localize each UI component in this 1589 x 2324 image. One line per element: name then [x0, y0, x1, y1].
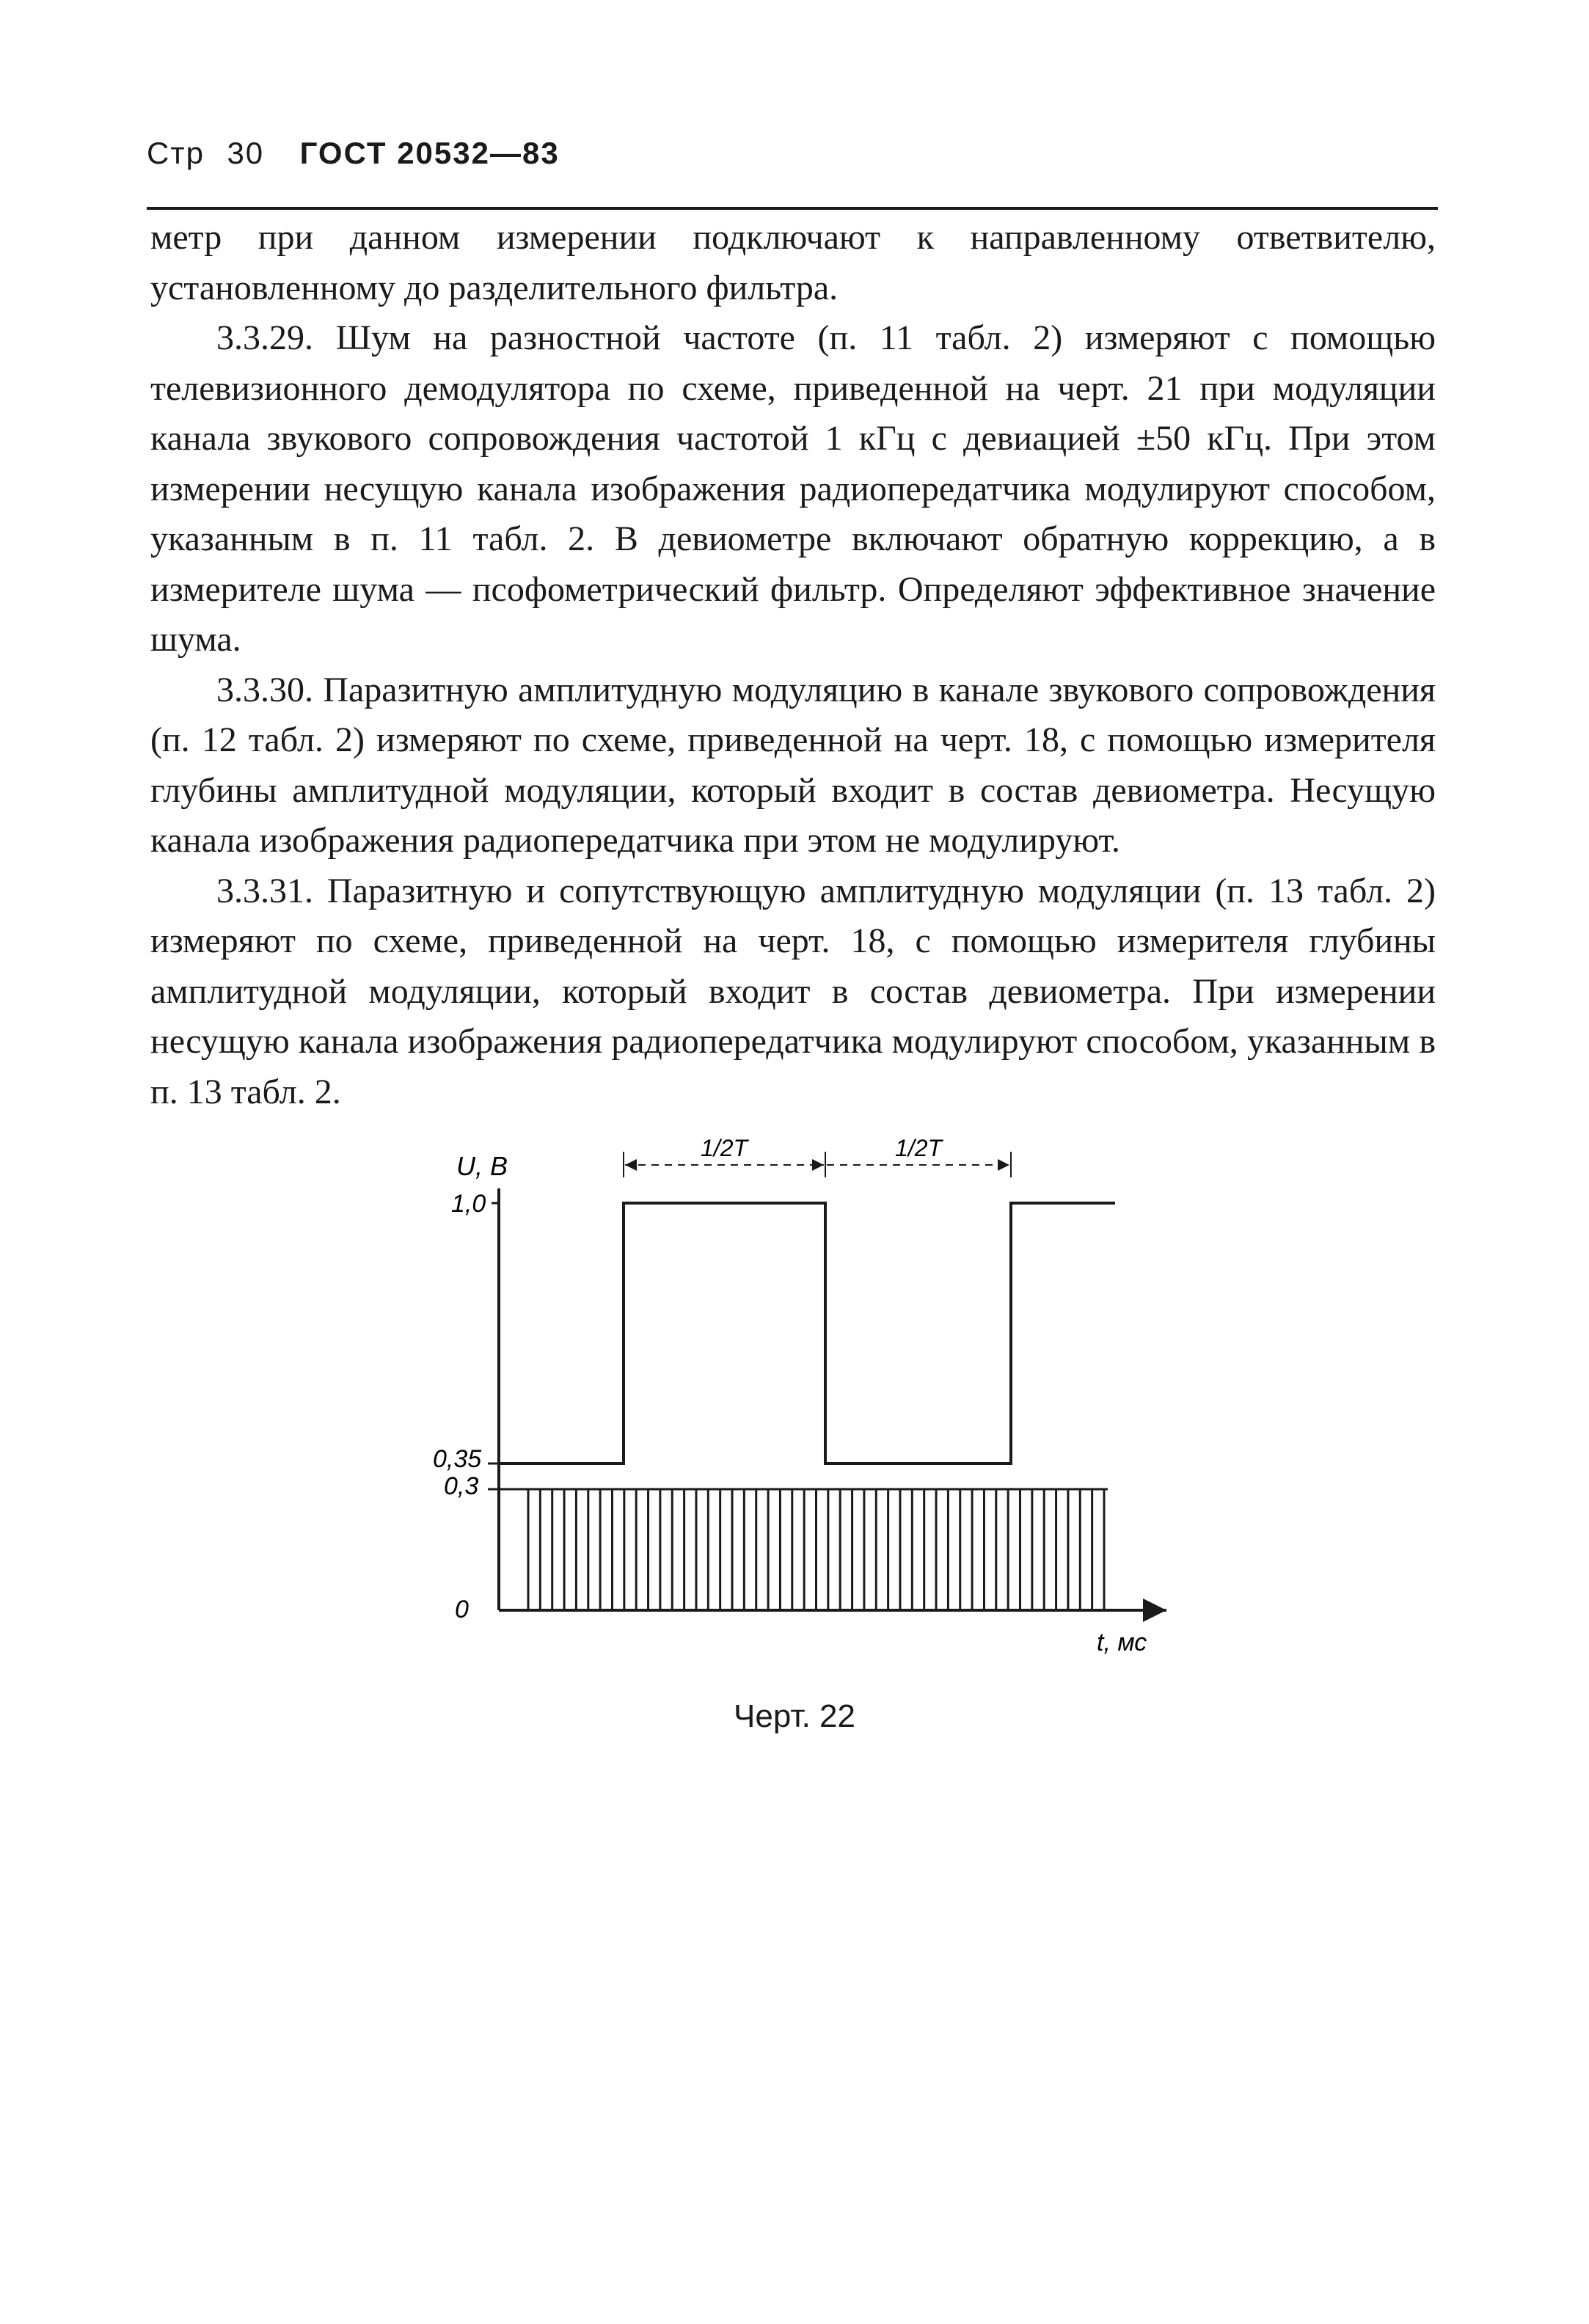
page-number: 30	[227, 136, 265, 170]
y-tick-0-3: 0,3	[444, 1472, 479, 1500]
standard-number: ГОСТ 20532—83	[299, 136, 560, 170]
interval-label-second: 1/2T	[895, 1135, 943, 1161]
y-tick-0-35: 0,35	[433, 1445, 482, 1473]
paragraph-continuation: метр при данном измерении подключают к направленному ответвителю, установленному до разделительного фильтра.	[150, 218, 1436, 307]
waveform-figure	[411, 1130, 1188, 1673]
pulse-train	[528, 1489, 1104, 1610]
square-wave	[499, 1203, 1115, 1464]
figure-caption: Черт. 22	[734, 1698, 855, 1734]
page-header	[147, 136, 560, 172]
page-prefix: Стр	[147, 136, 205, 170]
x-axis-label: t, мс	[1097, 1629, 1147, 1656]
header-divider	[147, 207, 1438, 210]
paragraph-3-3-29: 3.3.29. Шум на разностной частоте (п. 11 табл. 2) измеряют с помощью телевизионного демодулятора по схеме, приведенной на черт. 21 при модуляции канала звукового сопровождения частотой 1 кГц с девиацией ±50 кГц. При этом измерении несущую канала изображения радиопередатчика модулируют способом, указанным в п. 11 табл. 2. В девиометре включают обратную коррекцию, а в измерителе шума — псофометрический фильтр. Определяют эффективное значение шума.	[150, 318, 1436, 659]
paragraph-3-3-30: 3.3.30. Паразитную амплитудную модуляцию в канале звукового сопровождения (п. 12 табл. 2) измеряют по схеме, приведенной на черт. 18, с помощью измерителя глубины амплитудной модуляции, который входит в состав девиометра. Несущую канала изображения радиопередатчика при этом не модулируют.	[150, 670, 1436, 860]
y-tick-0: 0	[455, 1596, 469, 1623]
interval-label-first: 1/2T	[701, 1135, 748, 1161]
paragraph-3-3-31: 3.3.31. Паразитную и сопутствующую амплитудную модуляции (п. 13 табл. 2) измеряют по схеме, приведенной на черт. 18, с помощью измерителя глубины амплитудной модуляции, который входит в состав девиометра. При измерении несущую канала изображения радиопередатчика модулируют способом, указанным в п. 13 табл. 2.	[150, 871, 1436, 1111]
document-body	[150, 213, 1436, 1117]
y-axis-label: U, В	[456, 1151, 508, 1181]
y-tick-1-0: 1,0	[451, 1190, 486, 1218]
